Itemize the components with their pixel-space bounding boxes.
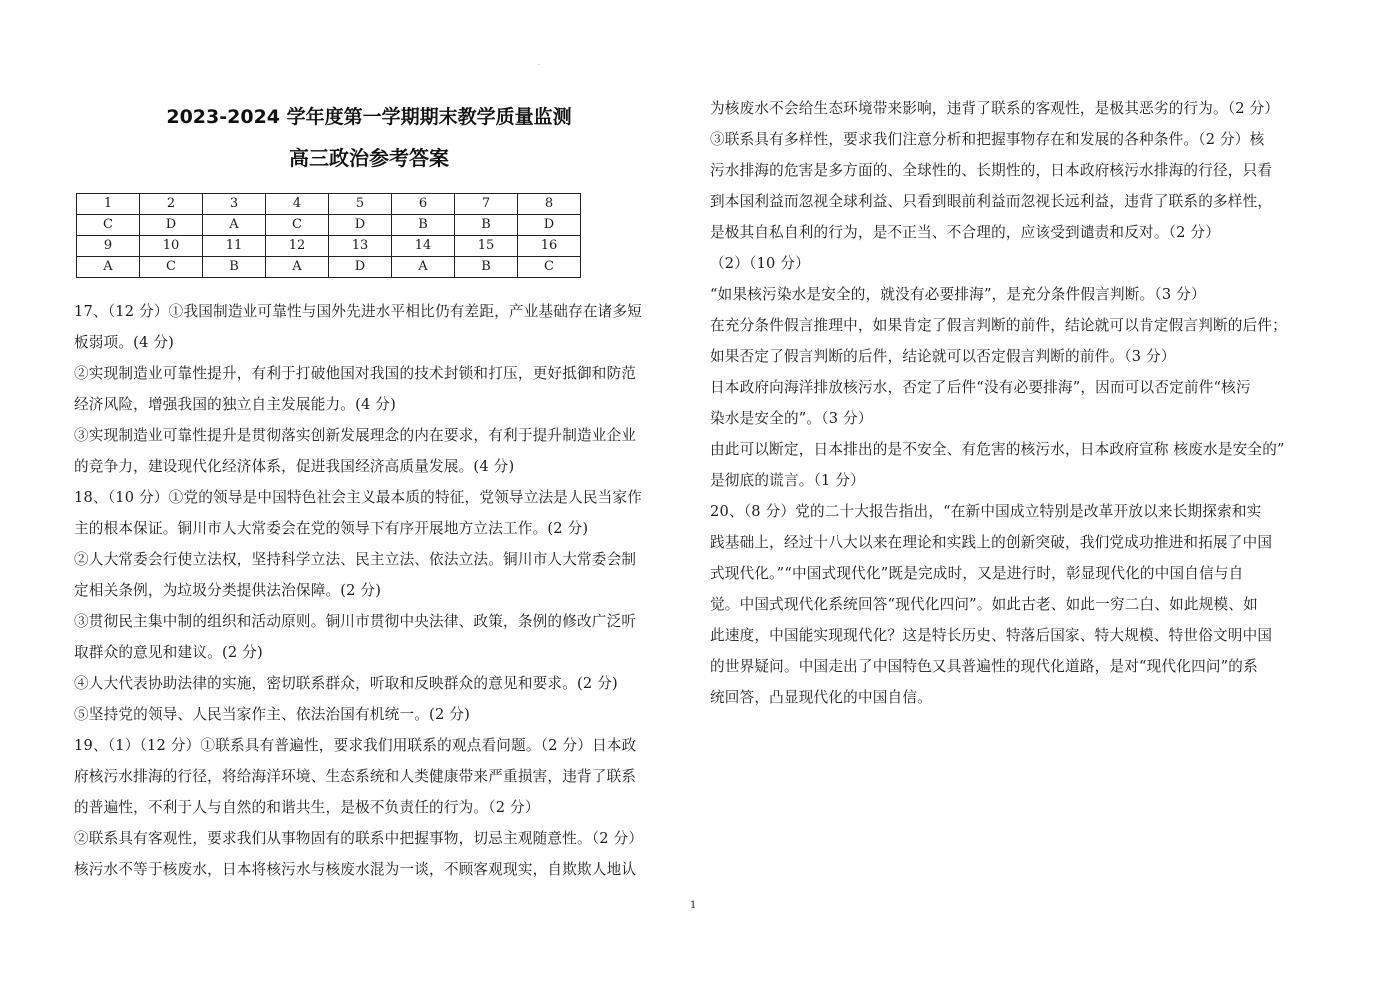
table-cell: 1 [77, 194, 140, 215]
text-line: 的普遍性，不利于人与自然的和谐共生，是极不负责任的行为。（2 分） [74, 799, 540, 816]
text-line: 取群众的意见和建议。(2 分) [74, 644, 263, 661]
text-line: 在充分条件假言推理中，如果肯定了假言判断的前件，结论就可以肯定假言判断的后件； [710, 317, 1287, 334]
table-cell: C [518, 257, 581, 278]
table-cell: 14 [392, 236, 455, 257]
table-cell: D [329, 215, 392, 236]
table-row [77, 215, 581, 236]
table-cell: 4 [266, 194, 329, 215]
table-cell: A [77, 257, 140, 278]
text-line: 的世界疑问。中国走出了中国特色又具普遍性的现代化道路，是对“现代化四问”的系 [710, 658, 1258, 675]
table-cell: D [140, 215, 203, 236]
text-line: ②实现制造业可靠性提升，有利于打破他国对我国的技术封锁和打压，更好抵御和防范 [74, 365, 637, 382]
text-line: 是彻底的谎言。（1 分） [710, 472, 865, 489]
table-cell: A [203, 215, 266, 236]
text-line: （2）（10 分） [710, 255, 810, 272]
text-line: 为核废水不会给生态环境带来影响，违背了联系的客观性，是极其恶劣的行为。（2 分） [710, 100, 1280, 117]
table-cell: B [203, 257, 266, 278]
text-line: 染水是安全的”。（3 分） [710, 410, 873, 427]
table-cell: D [329, 257, 392, 278]
text-line: 府核污水排海的行径，将给海洋环境、生态系统和人类健康带来严重损害，违背了联系 [74, 768, 637, 785]
table-cell: 5 [329, 194, 392, 215]
answer-table [76, 193, 581, 278]
table-cell: 8 [518, 194, 581, 215]
table-cell: 6 [392, 194, 455, 215]
table-cell: 11 [203, 236, 266, 257]
table-cell: B [455, 215, 518, 236]
table-cell: 9 [77, 236, 140, 257]
table-cell: 15 [455, 236, 518, 257]
text-line: 定相关条例，为垃圾分类提供法治保障。(2 分) [74, 582, 382, 599]
text-line: 由此可以断定，日本排出的是不安全、有危害的核污水，日本政府宣称 核废水是安全的” [710, 441, 1285, 458]
text-line: 污水排海的危害是多方面的、全球性的、长期性的，日本政府核污水排海的行径，只看 [710, 162, 1273, 179]
table-cell: 3 [203, 194, 266, 215]
text-line: 觉。中国式现代化系统回答“现代化四问”。如此古老、如此一穷二白、如此规模、如 [710, 596, 1258, 613]
table-cell: C [77, 215, 140, 236]
text-line: 18、（10 分）①党的领导是中国特色社会主义最本质的特征，党领导立法是人民当家作 [74, 489, 643, 506]
table-row [77, 257, 581, 278]
text-line: 日本政府向海洋排放核污水，否定了后件“没有必要排海”，因而可以否定前件“核污 [710, 379, 1251, 396]
table-cell: D [518, 215, 581, 236]
text-line: 统回答，凸显现代化的中国自信。 [710, 689, 932, 706]
table-cell: 12 [266, 236, 329, 257]
table-cell: A [266, 257, 329, 278]
text-line: ③贯彻民主集中制的组织和活动原则。铜川市贯彻中央法律、政策，条例的修改广泛听 [74, 613, 637, 630]
text-line: ⑤坚持党的领导、人民当家作主、依法治国有机统一。(2 分) [74, 706, 470, 723]
table-cell: B [392, 215, 455, 236]
text-line: 核污水不等于核废水，日本将核污水与核废水混为一谈，不顾客观现实，自欺欺人地认 [74, 861, 637, 878]
table-cell: 7 [455, 194, 518, 215]
table-cell: 10 [140, 236, 203, 257]
page-title: 2023-2024 学年度第一学期期末教学质量监测 [166, 106, 572, 128]
page-subtitle: 高三政治参考答案 [289, 146, 449, 170]
table-cell: A [392, 257, 455, 278]
text-line: ②人大常委会行使立法权，坚持科学立法、民主立法、依法立法。铜川市人大常委会制 [74, 551, 637, 568]
text-line: 践基础上，经过十八大以来在理论和实践上的创新突破，我们党成功推进和拓展了中国 [710, 534, 1273, 551]
text-line: 此速度，中国能实现现代化？这是特长历史、特落后国家、特大规模、特世俗文明中国 [710, 627, 1273, 644]
text-line: 经济风险，增强我国的独立自主发展能力。(4 分) [74, 396, 396, 413]
table-cell: 16 [518, 236, 581, 257]
text-line: 到本国利益而忽视全球利益、只看到眼前利益而忽视长远利益，违背了联系的多样性， [710, 193, 1273, 210]
text-line: ③联系具有多样性，要求我们注意分析和把握事物存在和发展的各种条件。（2 分）核 [710, 131, 1265, 148]
table-cell: 2 [140, 194, 203, 215]
table-cell: C [140, 257, 203, 278]
text-line: 是极其自私自利的行为，是不正当、不合理的，应该受到谴责和反对。（2 分） [710, 224, 1221, 241]
table-cell: 13 [329, 236, 392, 257]
table-cell: B [455, 257, 518, 278]
text-line: ③实现制造业可靠性提升是贯彻落实创新发展理念的内在要求，有利于提升制造业企业 [74, 427, 637, 444]
text-line: ④人大代表协助法律的实施，密切联系群众，听取和反映群众的意见和要求。(2 分) [74, 675, 618, 692]
table-row [77, 194, 581, 215]
text-line: 式现代化。”“中国式现代化”既是完成时，又是进行时，彰显现代化的中国自信与自 [710, 565, 1244, 582]
text-line: 19、（1）（12 分）①联系具有普遍性，要求我们用联系的观点看问题。（2 分）日本政 [74, 737, 637, 754]
text-line: ②联系具有客观性，要求我们从事物固有的联系中把握事物，切忌主观随意性。（2 分） [74, 830, 644, 847]
text-line: 板弱项。(4 分) [74, 334, 175, 351]
text-line: 17、（12 分）①我国制造业可靠性与国外先进水平相比仍有差距，产业基础存在诸多短 [74, 303, 643, 320]
top-mark: · [538, 62, 540, 69]
table-cell: C [266, 215, 329, 236]
text-line: 的竞争力，建设现代化经济体系，促进我国经济高质量发展。(4 分) [74, 458, 515, 475]
page-number: 1 [690, 900, 697, 911]
text-line: 主的根本保证。铜川市人大常委会在党的领导下有序开展地方立法工作。(2 分) [74, 520, 589, 537]
text-line: “如果核污染水是安全的，就没有必要排海”，是充分条件假言判断。（3 分） [710, 286, 1206, 303]
table-row [77, 236, 581, 257]
text-line: 如果否定了假言判断的后件，结论就可以否定假言判断的前件。（3 分） [710, 348, 1176, 365]
text-line: 20、（8 分）党的二十大报告指出，“在新中国成立特别是改革开放以来长期探索和实 [710, 503, 1262, 520]
